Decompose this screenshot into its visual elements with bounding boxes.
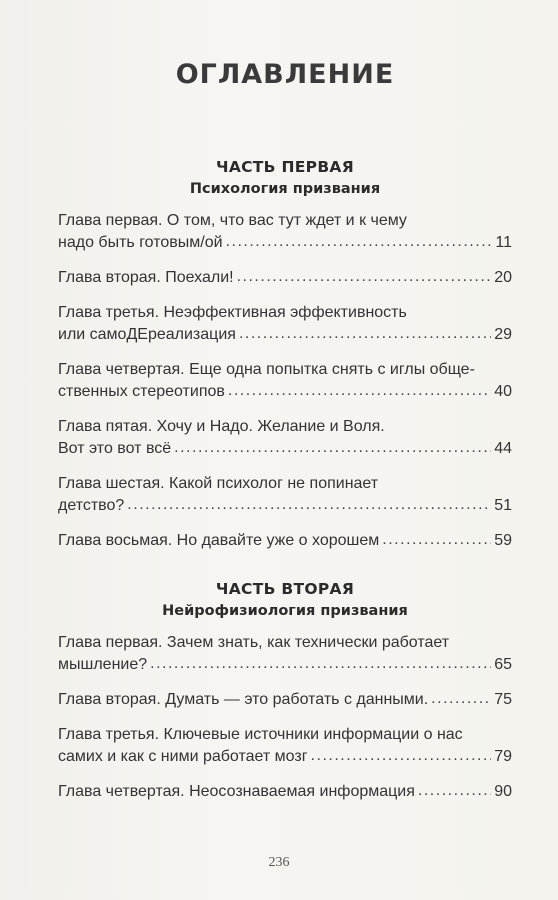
entry-title-line: Глава третья. Неэффективная эффективность	[58, 304, 407, 321]
part-two-heading	[58, 578, 512, 622]
part-two-entries	[58, 632, 512, 803]
entry-title-line: надо быть готовым/ой	[58, 234, 223, 251]
entry-title-line: Глава шестая. Какой психолог не попинает	[58, 475, 379, 492]
toc-entry[interactable]	[58, 781, 512, 803]
entry-title-line: ственных стереотипов	[58, 383, 225, 400]
part-one	[58, 156, 512, 552]
dot-leader	[418, 780, 491, 802]
dot-leader	[226, 231, 493, 253]
entry-page-number: 65	[494, 656, 512, 673]
toc-entry[interactable]	[58, 267, 512, 289]
entry-title-line: или самоДЕреализация	[58, 326, 236, 343]
entry-title-line: Глава вторая. Думать — это работать с данными.	[58, 691, 429, 708]
toc-entry[interactable]	[58, 530, 512, 552]
dot-leader	[237, 266, 492, 288]
part-two-subtitle: Нейрофизиология призвания	[162, 603, 408, 619]
dot-leader	[311, 745, 492, 767]
entry-title-line: Вот это вот всё	[58, 440, 172, 457]
entry-page-number: 79	[494, 748, 512, 765]
entry-title-line: Глава первая. О том, что вас тут ждет и к чему	[58, 212, 407, 229]
part-two-label: ЧАСТЬ ВТОРАЯ	[215, 580, 355, 598]
entry-page-number: 20	[494, 269, 512, 286]
page-number: 236	[268, 855, 290, 870]
part-one-subtitle: Психология призвания	[189, 181, 381, 197]
entry-title-line: Глава пятая. Хочу и Надо. Желание и Воля.	[58, 418, 385, 435]
toc-title: ОГЛАВЛЕНИЕ	[175, 59, 395, 90]
part-one-label: ЧАСТЬ ПЕРВАЯ	[216, 158, 354, 176]
dot-leader	[431, 688, 491, 710]
dot-leader	[150, 653, 491, 675]
toc-entry[interactable]	[58, 473, 512, 517]
entry-title-line: Глава восьмая. Но давайте уже о хорошем	[58, 532, 380, 549]
dot-leader	[382, 529, 491, 551]
entry-page-number: 59	[494, 532, 512, 549]
entry-page-number: 29	[494, 326, 512, 343]
entry-title-line: Глава первая. Зачем знать, как технически работает	[58, 634, 450, 651]
toc-entry[interactable]	[58, 210, 512, 254]
entry-title-line: мышление?	[58, 656, 148, 673]
entry-title-line: детство?	[58, 497, 125, 514]
dot-leader	[239, 323, 491, 345]
entry-title-line: Глава третья. Ключевые источники информации о нас	[58, 726, 463, 743]
entry-page-number: 75	[494, 691, 512, 708]
entry-page-number: 44	[494, 440, 512, 457]
dot-leader	[127, 494, 491, 516]
entry-page-number: 90	[494, 783, 512, 800]
entry-page-number: 40	[494, 383, 512, 400]
part-one-entries	[58, 210, 512, 552]
toc-entry[interactable]	[58, 302, 512, 346]
entry-title-line: Глава четвертая. Неосознаваемая информация	[58, 783, 415, 800]
toc-entry[interactable]	[58, 359, 512, 403]
toc-entry[interactable]	[58, 724, 512, 768]
entry-title-line: Глава вторая. Поехали!	[58, 269, 234, 286]
entry-page-number: 11	[495, 234, 512, 251]
toc-entry[interactable]	[58, 416, 512, 460]
part-one-heading	[58, 156, 512, 200]
dot-leader	[228, 380, 491, 402]
entry-title-line: самих и как с ними работает мозг	[58, 748, 308, 765]
entry-page-number: 51	[494, 497, 512, 514]
dot-leader	[174, 437, 491, 459]
part-two	[58, 578, 512, 803]
toc-entry[interactable]	[58, 632, 512, 676]
entry-title-line: Глава четвертая. Еще одна попытка снять с иглы обще-	[58, 361, 475, 378]
toc-entry[interactable]	[58, 689, 512, 711]
